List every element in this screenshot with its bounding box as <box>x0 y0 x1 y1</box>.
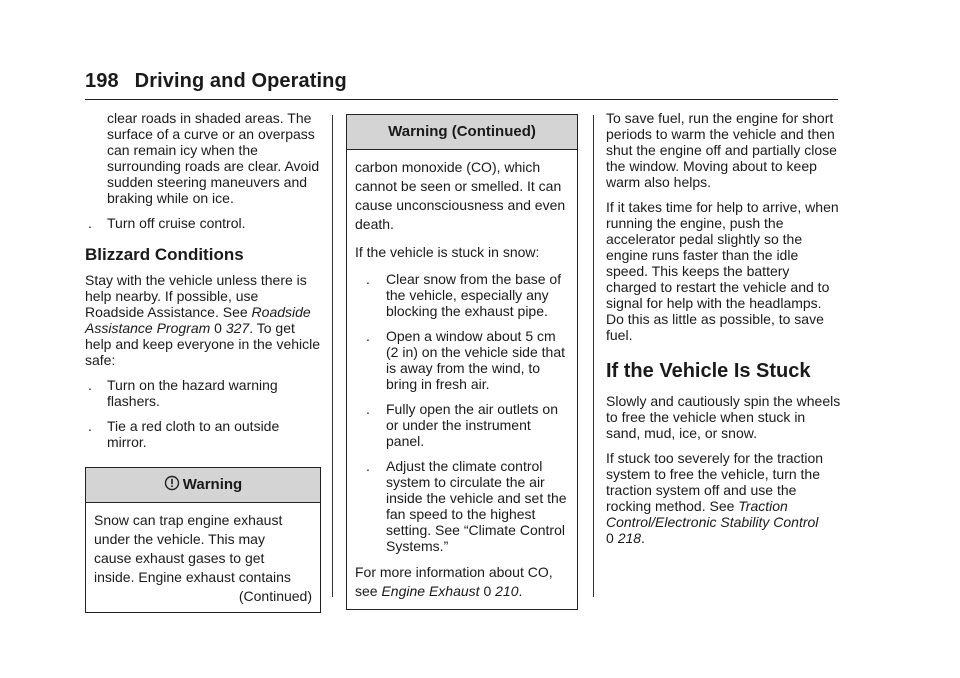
bullet-marker: . <box>366 458 370 474</box>
column-divider-left <box>332 115 333 597</box>
blizzard-heading: Blizzard Conditions <box>85 245 244 264</box>
page-number: 198 <box>85 70 119 92</box>
list-item: . Open a window about 5 cm (2 in) on the vehicle side that is away from the wind, to bring in fresh air. <box>366 328 565 392</box>
column-3 <box>606 110 842 555</box>
stuck-heading: If the Vehicle Is Stuck <box>606 360 811 382</box>
warning-continued-header: Warning (Continued) <box>347 115 577 150</box>
roadside-assistance-link[interactable]: Roadside Assistance Program <box>85 304 311 336</box>
page-ref-arrow: 0 <box>214 320 222 336</box>
list-item: . Clear snow from the base of the vehicle, especially any blocking the exhaust pipe. <box>366 271 562 319</box>
list-item: . Fully open the air outlets on or under the instrument panel. <box>366 401 558 449</box>
spin-wheels-paragraph: Slowly and cautiously spin the wheels to free the vehicle when stuck in sand, mud, ice, or snow. <box>606 393 841 441</box>
blizzard-paragraph: Stay with the vehicle unless there is help nearby. If possible, use Roadside Assistance. See Roadside Assistance Program 0 327. To get help and keep everyone in the vehicle safe: <box>85 272 321 368</box>
page-header <box>85 70 838 100</box>
page-ref-number[interactable]: 327 <box>225 320 250 336</box>
warning-co-text: carbon monoxide (CO), which cannot be seen or smelled. It can cause unconsciousness and even death. <box>355 159 566 232</box>
bullet-marker: . <box>88 215 92 231</box>
stuck-in-snow-intro: If the vehicle is stuck in snow: <box>355 244 540 260</box>
page-ref-arrow: 0 <box>483 583 492 599</box>
warning-box-header <box>86 468 320 503</box>
warning-title: Warning <box>182 476 243 493</box>
column-1 <box>85 110 321 613</box>
bullet-marker: . <box>366 328 370 344</box>
save-fuel-paragraph: To save fuel, run the engine for short periods to warm the vehicle and then shut the engine off and partially close the window. Moving about to keep warm also helps. <box>606 110 837 190</box>
bullet-marker: . <box>88 418 92 434</box>
warning-box <box>85 467 321 613</box>
column-divider-right <box>593 115 594 597</box>
list-item: . Adjust the climate control system to circulate the air inside the vehicle and set the fan speed to the highest setting. See “Climate Control Systems.” <box>366 458 567 554</box>
page-ref-number[interactable]: 210 <box>495 583 519 599</box>
co-more-info: For more information about CO, see Engine Exhaust 0 210. <box>355 564 553 599</box>
bullet-cruise-control: . Turn off cruise control. <box>88 215 246 231</box>
section-title: Driving and Operating <box>134 70 347 92</box>
traction-paragraph: If stuck too severely for the traction system to free the vehicle, turn the traction system off and use the rocking method. See Traction Control/Electronic Stability Control 0 218. <box>606 450 824 546</box>
bullet-marker: . <box>366 271 370 287</box>
bullet-hazard: . Turn on the hazard warning flashers. <box>88 377 278 409</box>
page-ref-arrow: 0 <box>606 530 614 546</box>
column-2 <box>346 114 578 610</box>
bullet-marker: . <box>88 377 92 393</box>
continued-bullet-text: clear roads in shaded areas. The surface of a curve or an overpass can remain icy when the surrounding roads are clear. Avoid sudden steering maneuvers and braking while on ice. <box>107 110 320 206</box>
help-arrive-paragraph: If it takes time for help to arrive, when running the engine, push the accelerator pedal slightly so the engine runs faster than the idle speed. This keeps the battery charged to restart the vehicle and to signal for help with the headlamps. Do this as little as possible, to save fuel. <box>606 199 839 343</box>
page-ref-number[interactable]: 218 <box>617 530 642 546</box>
traction-control-link[interactable]: Traction Control/Electronic Stability Control <box>606 498 819 530</box>
bullet-marker: . <box>366 401 370 417</box>
continued-label: (Continued) <box>238 588 312 604</box>
warning-text: Snow can trap engine exhaust under the vehicle. This may cause exhaust gases to get inside. Engine exhaust contains <box>94 512 291 585</box>
warning-icon <box>164 475 180 491</box>
engine-exhaust-link[interactable]: Engine Exhaust <box>381 583 480 599</box>
warning-continued-box <box>346 114 578 610</box>
bullet-red-cloth: . Tie a red cloth to an outside mirror. <box>88 418 280 450</box>
